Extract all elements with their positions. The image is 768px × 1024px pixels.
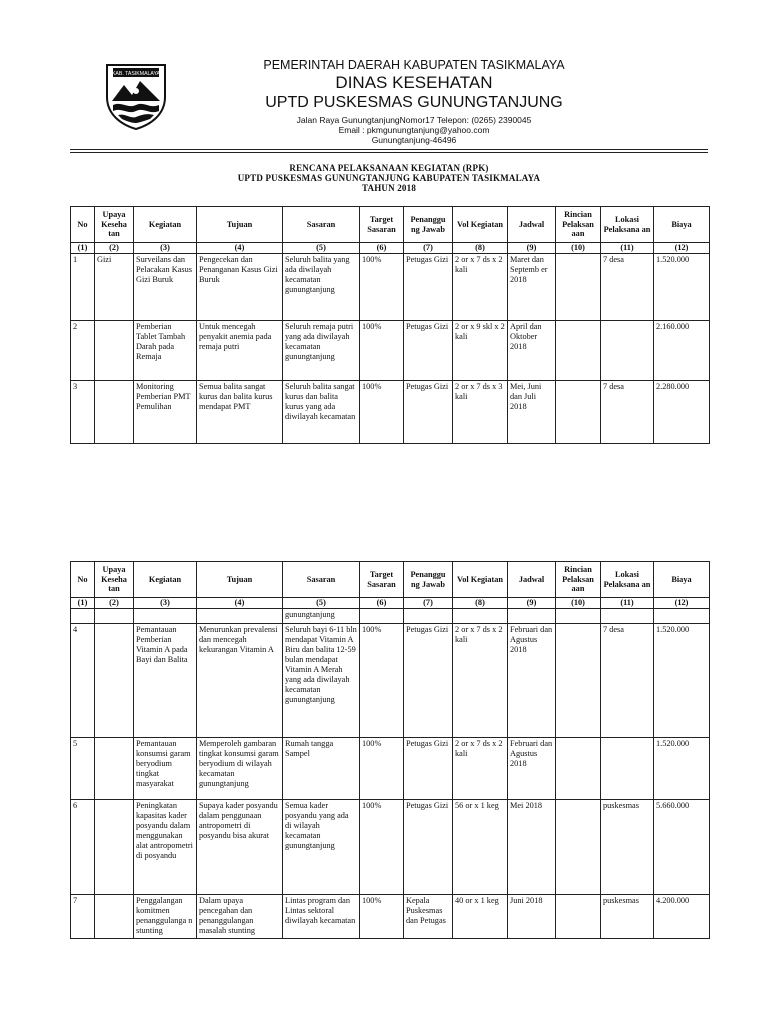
header-vol-kegiatan: Vol Kegiatan [453,207,508,243]
cell-no: 3 [71,380,95,443]
table-row [71,623,710,737]
cell-biaya: 5.660.000 [654,799,710,894]
cell-vol-kegiatan: 56 or x 1 keg [453,799,508,894]
cell-jadwal: Maret dan Septemb er 2018 [508,253,556,320]
cell-upaya-kesehatan: Gizi [95,253,134,320]
cell-penanggung-jawab: Kepala Puskesmas dan Petugas [404,894,453,938]
header-lokasi-pelaksanaan: Lokasi Pelaksana an [601,207,654,243]
cell-empty [197,608,283,623]
cell-sasaran: Semua kader posyandu yang ada di wilayah kecamatan gunungtanjung [283,799,360,894]
header-tujuan: Tujuan [197,562,283,598]
cell-rincian-pelaksanaan [556,799,601,894]
table-row [71,320,710,380]
header-sasaran: Sasaran [283,207,360,243]
cell-sasaran: Seluruh remaja putri yang ada diwilayah kecamatan gunungtanjung [283,320,360,380]
table-row [71,253,710,320]
header-kegiatan: Kegiatan [134,562,197,598]
cell-no: 2 [71,320,95,380]
header-penanggung-jawab: Penanggu ng Jawab [404,207,453,243]
cell-sasaran: Seluruh balita sangat kurus dan balita kurus yang ada diwilayah kecamatan [283,380,360,443]
header-number-vol-kegiatan: (8) [453,243,508,254]
cell-vol-kegiatan: 2 or x 7 ds x 2 kali [453,737,508,799]
cell-no: 5 [71,737,95,799]
cell-lokasi-pelaksanaan: 7 desa [601,380,654,443]
logo-text: KAB. TASIKMALAYA [111,71,161,77]
cell-sasaran: Rumah tangga Sampel [283,737,360,799]
cell-vol-kegiatan: 2 or x 9 skl x 2 kali [453,320,508,380]
cell-lokasi-pelaksanaan [601,737,654,799]
header-number-lokasi-pelaksanaan: (11) [601,243,654,254]
cell-tujuan: Untuk mencegah penyakit anemia pada remaja putri [197,320,283,380]
header-number-jadwal: (9) [508,598,556,609]
cell-sasaran-continued: gunungtanjung [283,608,360,623]
cell-upaya-kesehatan [95,894,134,938]
header-number-no: (1) [71,243,95,254]
cell-upaya-kesehatan [95,380,134,443]
cell-kegiatan: Monitoring Pemberian PMT Pemulihan [134,380,197,443]
cell-empty [453,608,508,623]
cell-biaya: 2.280.000 [654,380,710,443]
header-upaya-kesehatan: Upaya Keseha tan [95,207,134,243]
header-number-target-sasaran: (6) [360,598,404,609]
header-number-jadwal: (9) [508,243,556,254]
cell-jadwal: Mei 2018 [508,799,556,894]
cell-upaya-kesehatan [95,623,134,737]
header-no: No [71,207,95,243]
cell-sasaran: Lintas program dan Lintas sektoral diwilayah kecamatan [283,894,360,938]
cell-empty [654,608,710,623]
cell-rincian-pelaksanaan [556,380,601,443]
cell-rincian-pelaksanaan [556,320,601,380]
header-jadwal: Jadwal [508,562,556,598]
cell-kegiatan: Pemberian Tablet Tambah Darah pada Remaja [134,320,197,380]
cell-kegiatan: Peningkatan kapasitas kader posyandu dalam menggunakan alat antropometri di posyandu [134,799,197,894]
rpk-table-1 [70,206,710,444]
header-jadwal: Jadwal [508,207,556,243]
cell-kegiatan: Penggalangan komitmen penanggulanga n stunting [134,894,197,938]
letterhead-unit: UPTD PUSKESMAS GUNUNGTANJUNG [265,94,563,111]
table-row [71,894,710,938]
header-row [71,562,710,598]
cell-upaya-kesehatan [95,737,134,799]
header-no: No [71,562,95,598]
cell-lokasi-pelaksanaan: puskesmas [601,894,654,938]
cell-upaya-kesehatan [95,320,134,380]
cell-rincian-pelaksanaan [556,623,601,737]
header-kegiatan: Kegiatan [134,207,197,243]
cell-vol-kegiatan: 2 or x 7 ds x 2 kali [453,623,508,737]
cell-empty [134,608,197,623]
header-biaya: Biaya [654,562,710,598]
letterhead-address: Jalan Raya GunungtanjungNomor17 Telepon: (0265) 2390045 [296,115,532,125]
header-number-sasaran: (5) [283,598,360,609]
letterhead-agency: DINAS KESEHATAN [335,73,493,92]
cell-empty [404,608,453,623]
cell-vol-kegiatan: 2 or x 7 ds x 3 kali [453,380,508,443]
cell-penanggung-jawab: Petugas Gizi [404,799,453,894]
header-row [71,207,710,243]
continuation-row [71,608,710,623]
cell-empty [556,608,601,623]
header-number-row [71,598,710,609]
header-number-tujuan: (4) [197,243,283,254]
cell-jadwal: Februari dan Agustus 2018 [508,623,556,737]
cell-penanggung-jawab: Petugas Gizi [404,253,453,320]
header-number-rincian-pelaksanaan: (10) [556,598,601,609]
cell-kegiatan: Pemantauan konsumsi garam beryodium tingkat masyarakat [134,737,197,799]
header-number-no: (1) [71,598,95,609]
cell-biaya: 1.520.000 [654,623,710,737]
header-number-target-sasaran: (6) [360,243,404,254]
cell-target-sasaran: 100% [360,623,404,737]
cell-tujuan: Dalam upaya pencegahan dan penanggulangan masalah stunting [197,894,283,938]
letterhead-email: Email : pkmgunungtanjung@yahoo.com [338,125,490,135]
cell-penanggung-jawab: Petugas Gizi [404,737,453,799]
table-row [71,737,710,799]
cell-jadwal: Mei, Juni dan Juli 2018 [508,380,556,443]
header-number-upaya-kesehatan: (2) [95,598,134,609]
header-number-rincian-pelaksanaan: (10) [556,243,601,254]
regency-logo [104,61,168,131]
cell-penanggung-jawab: Petugas Gizi [404,380,453,443]
header-number-biaya: (12) [654,598,710,609]
cell-target-sasaran: 100% [360,894,404,938]
cell-target-sasaran: 100% [360,253,404,320]
cell-empty [95,608,134,623]
header-sasaran: Sasaran [283,562,360,598]
cell-biaya: 1.520.000 [654,737,710,799]
cell-biaya: 4.200.000 [654,894,710,938]
header-number-kegiatan: (3) [134,598,197,609]
letterhead-postal: Gunungtanjung-46496 [371,135,457,145]
cell-penanggung-jawab: Petugas Gizi [404,320,453,380]
header-target-sasaran: Target Sasaran [360,562,404,598]
header-rincian-pelaksanaan: Rincian Pelaksan aan [556,207,601,243]
letterhead-rule-thin [70,152,708,153]
cell-tujuan: Supaya kader posyandu dalam penggunaan antropometri di posyandu bisa akurat [197,799,283,894]
cell-biaya: 1.520.000 [654,253,710,320]
cell-target-sasaran: 100% [360,320,404,380]
header-number-penanggung-jawab: (7) [404,598,453,609]
header-lokasi-pelaksanaan: Lokasi Pelaksana an [601,562,654,598]
cell-rincian-pelaksanaan [556,253,601,320]
cell-tujuan: Memperoleh gambaran tingkat konsumsi garam beryodium di wilayah kecamatan gunungtanjung [197,737,283,799]
cell-empty [508,608,556,623]
cell-no: 4 [71,623,95,737]
document-subtitle: UPTD PUSKESMAS GUNUNGTANJUNG KABUPATEN TASIKMALAYA [237,173,541,183]
header-rincian-pelaksanaan: Rincian Pelaksan aan [556,562,601,598]
cell-empty [601,608,654,623]
header-vol-kegiatan: Vol Kegiatan [453,562,508,598]
header-number-tujuan: (4) [197,598,283,609]
cell-target-sasaran: 100% [360,737,404,799]
cell-rincian-pelaksanaan [556,737,601,799]
header-tujuan: Tujuan [197,207,283,243]
cell-upaya-kesehatan [95,799,134,894]
table-row [71,799,710,894]
table-row [71,380,710,443]
cell-vol-kegiatan: 2 or x 7 ds x 2 kali [453,253,508,320]
cell-sasaran: Seluruh bayi 6-11 bln mendapat Vitamin A Biru dan balita 12-59 bulan mendapat Vitamin A Merah yang ada diwilayah kecamatan gunungtanjung [283,623,360,737]
cell-empty [71,608,95,623]
cell-kegiatan: Pemantauan Pemberian Vitamin A pada Bayi dan Balita [134,623,197,737]
cell-rincian-pelaksanaan [556,894,601,938]
header-number-upaya-kesehatan: (2) [95,243,134,254]
cell-no: 7 [71,894,95,938]
cell-kegiatan: Surveilans dan Pelacakan Kasus Gizi Buruk [134,253,197,320]
document-title: RENCANA PELAKSANAAN KEGIATAN (RPK) [289,163,489,173]
cell-target-sasaran: 100% [360,799,404,894]
letterhead-government: PEMERINTAH DAERAH KABUPATEN TASIKMALAYA [263,58,565,72]
header-number-vol-kegiatan: (8) [453,598,508,609]
cell-no: 1 [71,253,95,320]
header-target-sasaran: Target Sasaran [360,207,404,243]
header-number-row [71,243,710,254]
header-number-biaya: (12) [654,243,710,254]
letterhead-rule [70,149,708,150]
cell-jadwal: Juni 2018 [508,894,556,938]
cell-penanggung-jawab: Petugas Gizi [404,623,453,737]
header-number-kegiatan: (3) [134,243,197,254]
cell-biaya: 2.160.000 [654,320,710,380]
document-year: TAHUN 2018 [361,183,417,193]
cell-lokasi-pelaksanaan: 7 desa [601,253,654,320]
cell-lokasi-pelaksanaan: 7 desa [601,623,654,737]
header-number-lokasi-pelaksanaan: (11) [601,598,654,609]
header-number-sasaran: (5) [283,243,360,254]
cell-empty [360,608,404,623]
cell-tujuan: Menurunkan prevalensi dan mencegah kekurangan Vitamin A [197,623,283,737]
header-number-penanggung-jawab: (7) [404,243,453,254]
cell-no: 6 [71,799,95,894]
cell-target-sasaran: 100% [360,380,404,443]
cell-tujuan: Pengecekan dan Penanganan Kasus Gizi Buruk [197,253,283,320]
cell-lokasi-pelaksanaan [601,320,654,380]
cell-vol-kegiatan: 40 or x 1 keg [453,894,508,938]
cell-tujuan: Semua balita sangat kurus dan balita kurus mendapat PMT [197,380,283,443]
rpk-table-2 [70,561,710,939]
header-upaya-kesehatan: Upaya Keseha tan [95,562,134,598]
cell-jadwal: April dan Oktober 2018 [508,320,556,380]
header-biaya: Biaya [654,207,710,243]
cell-jadwal: Februari dan Agustus 2018 [508,737,556,799]
cell-lokasi-pelaksanaan: puskesmas [601,799,654,894]
header-penanggung-jawab: Penanggu ng Jawab [404,562,453,598]
cell-sasaran: Seluruh balita yang ada diwilayah kecamatan gunungtanjung [283,253,360,320]
